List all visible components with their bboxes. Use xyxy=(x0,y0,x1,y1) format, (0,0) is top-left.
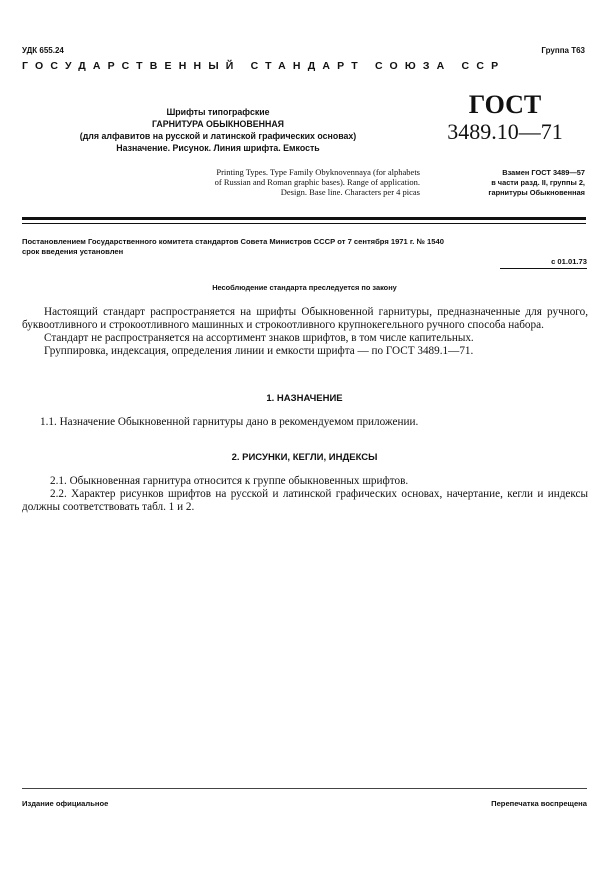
title-line: (для алфавитов на русской и латинской графических основах) xyxy=(79,131,357,141)
section-2-text xyxy=(22,475,588,514)
document-title xyxy=(18,106,418,154)
section-heading: 1. НАЗНАЧЕНИЕ xyxy=(266,393,343,404)
gost-number: 3489.10—71 xyxy=(447,119,563,144)
gost-label: ГОСТ xyxy=(468,90,542,119)
title-line: ГАРНИТУРА ОБЫКНОВЕННАЯ xyxy=(151,119,284,129)
decree-statement xyxy=(22,237,587,257)
official-edition-note: Издание официальное xyxy=(22,799,109,808)
paragraph: 2.2. Характер рисунков шрифтов на русской и латинской графических основах, начертание, кегли и индексы должны соответствовать табл. 1 и 2. xyxy=(22,488,588,513)
effective-date: с 01.01.73 xyxy=(551,257,587,266)
reprint-prohibited-note: Перепечатка воспрещена xyxy=(491,799,587,808)
english-title-line: of Russian and Roman graphic bases). Range of application. xyxy=(214,177,420,187)
udk-code: УДК 655.24 xyxy=(22,46,64,55)
group-code: Группа Т63 xyxy=(541,46,585,55)
decree-line: Постановлением Государственного комитета стандартов Совета Министров СССР от 7 сентября 1971 г. № 1540 xyxy=(22,237,444,246)
replaced-line: гарнитуры Обыкновенная xyxy=(488,188,585,197)
paragraph: Стандарт не распространяется на ассортимент знаков шрифтов, в том числе капительных. xyxy=(44,332,474,344)
replaced-line: в части разд. II, группы 2, xyxy=(491,178,585,187)
footer-divider xyxy=(22,788,587,789)
english-title-line: Design. Base line. Characters per 4 picas xyxy=(280,187,420,197)
replaced-line: Взамен ГОСТ 3489—57 xyxy=(502,168,585,177)
effective-date-underline xyxy=(500,268,587,269)
legal-warning: Несоблюдение стандарта преследуется по закону xyxy=(212,283,397,292)
header-divider-thin xyxy=(22,223,586,224)
section-1-text: 1.1. Назначение Обыкновенной гарнитуры дано в рекомендуемом приложении. xyxy=(40,416,419,428)
english-title xyxy=(120,167,420,197)
intro-text xyxy=(22,306,588,358)
paragraph: Настоящий стандарт распространяется на шрифты Обыкновенной гарнитуры, предназначенные для ручного, буквоотливного и строкоотливного машинных и строкоотливного крупнокегельного ручного способа набора. xyxy=(22,306,588,331)
section-heading: 2. РИСУНКИ, КЕГЛИ, ИНДЕКСЫ xyxy=(231,452,378,463)
effective-date-label: срок введения установлен xyxy=(22,247,124,256)
replaced-standard-note xyxy=(425,168,585,198)
english-title-line: Printing Types. Type Family Obyknovennaya (for alphabets xyxy=(216,167,420,177)
paragraph: Группировка, индексация, определения линии и емкости шрифта — по ГОСТ 3489.1—71. xyxy=(44,345,474,357)
title-line: Назначение. Рисунок. Линия шрифта. Емкость xyxy=(116,143,320,153)
state-standard-banner: ГОСУДАРСТВЕННЫЙ СТАНДАРТ СОЮЗА ССР xyxy=(22,60,506,72)
paragraph: 2.1. Обыкновенная гарнитура относится к группе обыкновенных шрифтов. xyxy=(50,475,409,487)
header-divider-thick xyxy=(22,217,586,220)
title-line: Шрифты типографские xyxy=(166,107,270,117)
